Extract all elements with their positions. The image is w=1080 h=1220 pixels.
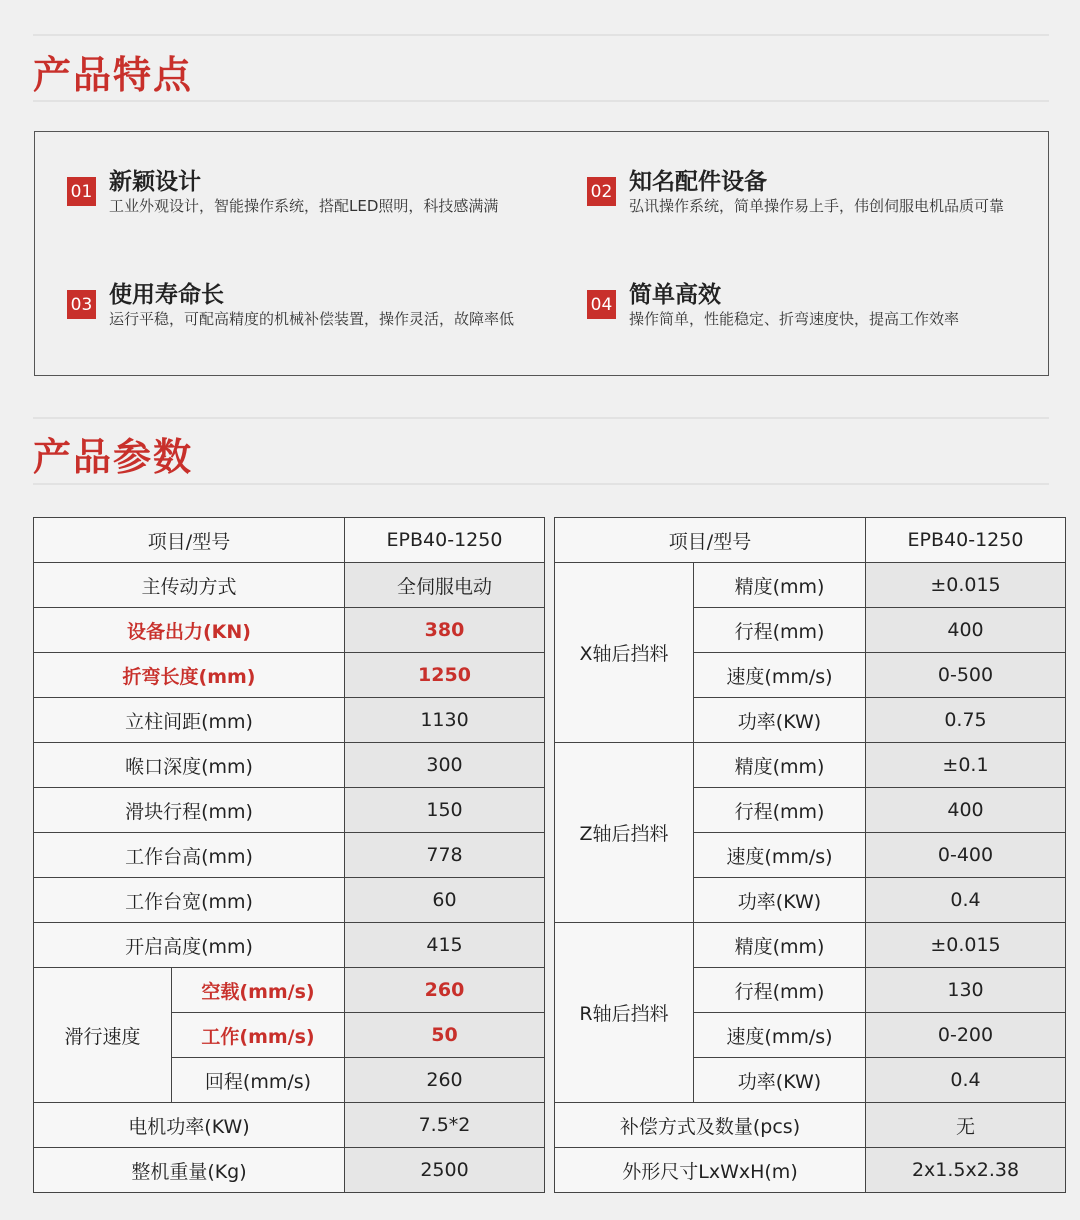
feature-number-badge: 01 <box>67 177 96 206</box>
feature-description: 工业外观设计，智能操作系统，搭配LED照明，科技感满满 <box>109 197 499 215</box>
row-label: 精度(mm) <box>694 743 866 788</box>
row-value: 1130 <box>345 698 545 743</box>
row-label-highlight: 工作(mm/s) <box>172 1013 345 1058</box>
table-row <box>34 788 545 833</box>
row-label: 工作台高(mm) <box>34 833 345 878</box>
row-label-highlight: 空载(mm/s) <box>172 968 345 1013</box>
header-item-cell: 项目/型号 <box>555 518 866 563</box>
params-title-divider <box>33 483 1049 485</box>
row-label: 速度(mm/s) <box>694 653 866 698</box>
row-label: 速度(mm/s) <box>694 833 866 878</box>
group-label: X轴后挡料 <box>555 563 694 743</box>
params-divider <box>33 417 1049 419</box>
spec-table-left <box>33 517 545 1193</box>
table-row <box>34 608 545 653</box>
table-header-row <box>555 518 1066 563</box>
row-value: 0-500 <box>866 653 1066 698</box>
spec-table-right <box>554 517 1066 1193</box>
header-model-cell: EPB40-1250 <box>345 518 545 563</box>
row-value: ±0.015 <box>866 923 1066 968</box>
feature-number-badge: 04 <box>587 290 616 319</box>
row-value: 260 <box>345 1058 545 1103</box>
row-label: 精度(mm) <box>694 923 866 968</box>
row-value: 150 <box>345 788 545 833</box>
header-item-cell: 项目/型号 <box>34 518 345 563</box>
feature-title: 新颖设计 <box>109 169 201 195</box>
header-model-cell: EPB40-1250 <box>866 518 1066 563</box>
feature-description: 操作简单，性能稳定、折弯速度快，提高工作效率 <box>629 310 960 328</box>
group-label: R轴后挡料 <box>555 923 694 1103</box>
table-row <box>34 878 545 923</box>
feature-number-badge: 02 <box>587 177 616 206</box>
features-title-divider <box>33 100 1049 102</box>
table-row <box>34 923 545 968</box>
row-value-highlight: 50 <box>345 1013 545 1058</box>
features-box <box>34 131 1049 376</box>
row-value: 400 <box>866 608 1066 653</box>
table-row <box>555 1103 1066 1148</box>
row-label: 行程(mm) <box>694 788 866 833</box>
table-header-row <box>34 518 545 563</box>
table-row <box>34 653 545 698</box>
row-label: 主传动方式 <box>34 563 345 608</box>
row-value: 0-200 <box>866 1013 1066 1058</box>
table-row <box>34 563 545 608</box>
features-section-title: 产品特点 <box>33 53 194 97</box>
row-label: 回程(mm/s) <box>172 1058 345 1103</box>
row-label: 精度(mm) <box>694 563 866 608</box>
row-label: 开启高度(mm) <box>34 923 345 968</box>
row-value: 300 <box>345 743 545 788</box>
row-value: 2500 <box>345 1148 545 1193</box>
row-label: 滑块行程(mm) <box>34 788 345 833</box>
row-value: 全伺服电动 <box>345 563 545 608</box>
row-label: 功率(KW) <box>694 698 866 743</box>
row-value: 130 <box>866 968 1066 1013</box>
row-label: 功率(KW) <box>694 1058 866 1103</box>
row-value: 0.4 <box>866 878 1066 923</box>
table-row <box>34 743 545 788</box>
row-value: 2x1.5x2.38 <box>866 1148 1066 1193</box>
row-label: 行程(mm) <box>694 608 866 653</box>
row-value: 0.75 <box>866 698 1066 743</box>
top-divider <box>33 34 1049 36</box>
row-value: 无 <box>866 1103 1066 1148</box>
row-label: 工作台宽(mm) <box>34 878 345 923</box>
row-value-highlight: 260 <box>345 968 545 1013</box>
group-label: Z轴后挡料 <box>555 743 694 923</box>
feature-title: 知名配件设备 <box>629 169 767 195</box>
table-row <box>34 1148 545 1193</box>
row-label: 整机重量(Kg) <box>34 1148 345 1193</box>
row-label-highlight: 设备出力(KN) <box>34 608 345 653</box>
feature-title: 使用寿命长 <box>109 282 224 308</box>
feature-number-badge: 03 <box>67 290 96 319</box>
row-value: 415 <box>345 923 545 968</box>
row-label: 喉口深度(mm) <box>34 743 345 788</box>
table-row <box>34 833 545 878</box>
table-row <box>555 1148 1066 1193</box>
table-row <box>34 968 545 1013</box>
table-row <box>34 698 545 743</box>
row-value-highlight: 1250 <box>345 653 545 698</box>
row-value: 778 <box>345 833 545 878</box>
table-row <box>555 923 1066 968</box>
row-label-highlight: 折弯长度(mm) <box>34 653 345 698</box>
row-value: 400 <box>866 788 1066 833</box>
row-label: 立柱间距(mm) <box>34 698 345 743</box>
row-value: 0.4 <box>866 1058 1066 1103</box>
group-label: 滑行速度 <box>34 968 172 1103</box>
feature-title: 简单高效 <box>629 282 721 308</box>
row-label: 行程(mm) <box>694 968 866 1013</box>
row-value-highlight: 380 <box>345 608 545 653</box>
row-label: 速度(mm/s) <box>694 1013 866 1058</box>
row-value: ±0.015 <box>866 563 1066 608</box>
params-section-title: 产品参数 <box>33 435 194 479</box>
row-label: 补偿方式及数量(pcs) <box>555 1103 866 1148</box>
table-row <box>34 1103 545 1148</box>
row-value: 60 <box>345 878 545 923</box>
feature-description: 运行平稳，可配高精度的机械补偿装置，操作灵活，故障率低 <box>109 310 515 328</box>
row-value: ±0.1 <box>866 743 1066 788</box>
feature-description: 弘讯操作系统，简单操作易上手，伟创伺服电机品质可靠 <box>629 197 1005 215</box>
row-value: 7.5*2 <box>345 1103 545 1148</box>
row-label: 功率(KW) <box>694 878 866 923</box>
row-label: 外形尺寸LxWxH(m) <box>555 1148 866 1193</box>
row-label: 电机功率(KW) <box>34 1103 345 1148</box>
table-row <box>555 743 1066 788</box>
row-value: 0-400 <box>866 833 1066 878</box>
table-row <box>555 563 1066 608</box>
